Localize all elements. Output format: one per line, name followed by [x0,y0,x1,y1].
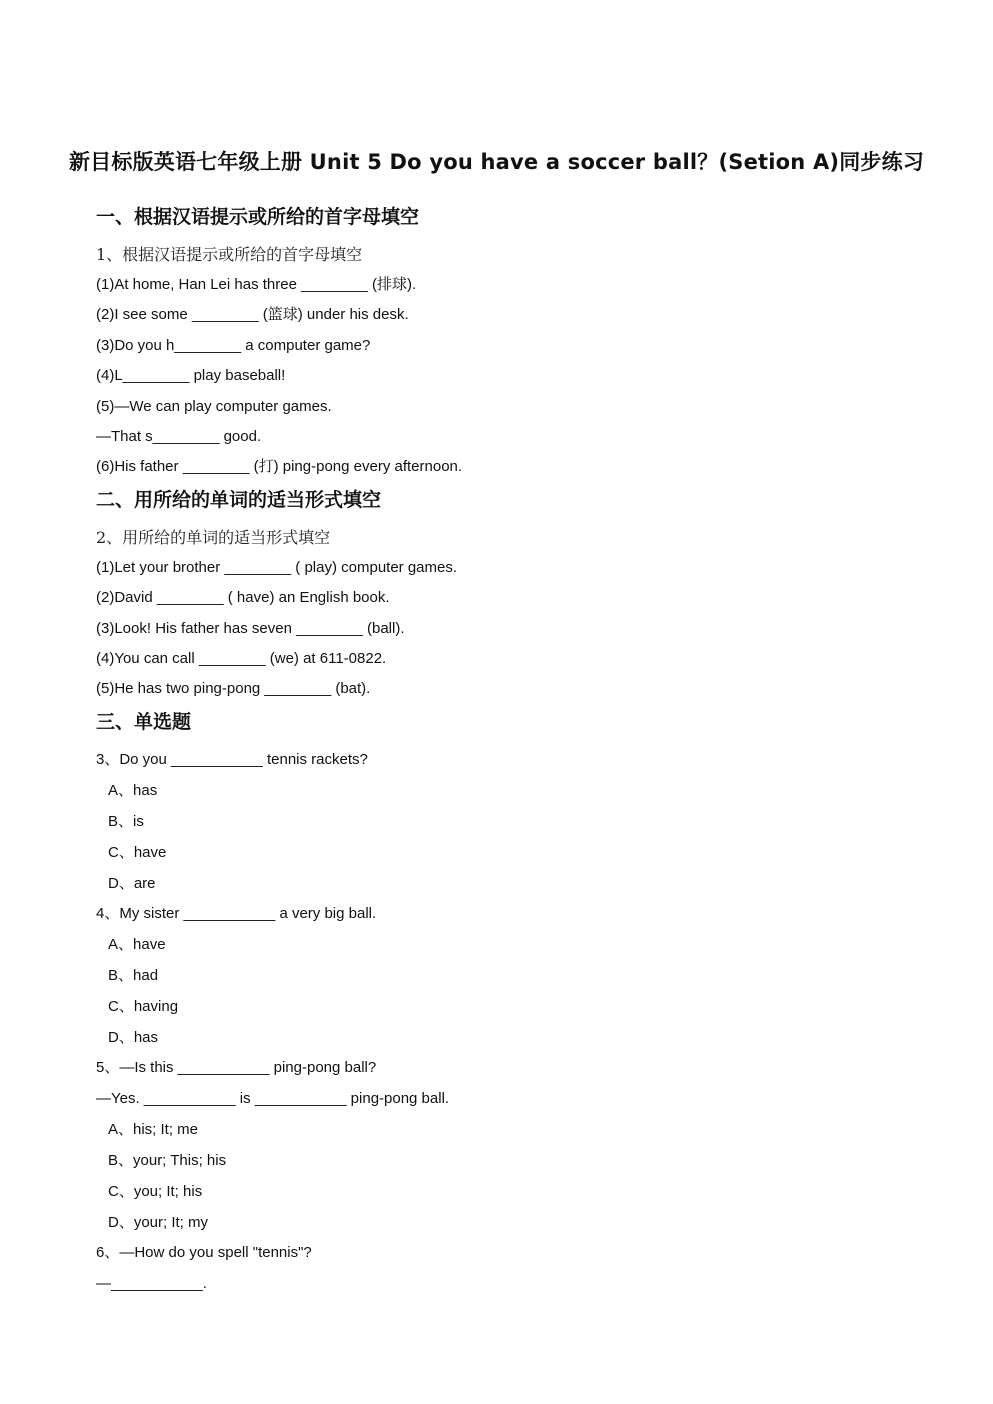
question-5-option-a[interactable]: A、his; It; me [108,1121,199,1139]
question-4-option-b[interactable]: B、had [108,967,159,985]
question-1-item-2: (2)I see some ________ (篮球) under his desk. [96,306,409,324]
question-2-item-2: (2)David ________ ( have) an English book. [96,589,390,607]
question-1-item-3: (3)Do you h________ a computer game? [96,336,371,354]
document-body [96,200,916,1299]
question-2-item-3: (3)Look! His father has seven ________ (ball). [96,619,405,637]
question-4-option-d[interactable]: D、has [108,1029,159,1047]
question-5-option-c[interactable]: C、you; It; his [108,1183,203,1201]
question-5-stem: 5、—Is this ___________ ping-pong ball? [96,1059,377,1077]
question-4-option-a[interactable]: A、have [108,936,166,954]
question-6-stem: 6、—How do you spell "tennis"? [96,1244,312,1262]
question-1-item-5-reply: —That s________ good. [96,427,262,445]
question-4-stem: 4、My sister ___________ a very big ball. [96,905,377,923]
question-1-stem: 1、根据汉语提示或所给的首字母填空 [96,245,363,264]
question-5-option-d[interactable]: D、your; It; my [108,1214,209,1232]
document-title: 新目标版英语七年级上册 Unit 5 Do you have a soccer ball？(Setion A)同步练习 [68,150,925,174]
question-6-stem-reply: —___________. [96,1274,207,1292]
question-3-option-a[interactable]: A、has [108,782,158,800]
question-2-item-1: (1)Let your brother ________ ( play) computer games. [96,558,458,576]
question-2-item-5: (5)He has two ping-pong ________ (bat). [96,680,371,698]
section-heading-1: 一、根据汉语提示或所给的首字母填空 [96,206,420,228]
question-1-item-6: (6)His father ________ (打) ping-pong every afternoon. [96,458,463,476]
question-2-stem: 2、用所给的单词的适当形式填空 [96,527,331,547]
question-1-item-4: (4)L________ play baseball! [96,367,286,385]
section-heading-3: 三、单选题 [96,710,192,733]
question-3-option-b[interactable]: B、is [108,813,144,831]
question-3-stem: 3、Do you ___________ tennis rackets? [96,750,368,768]
question-3-option-c[interactable]: C、have [108,844,167,862]
section-heading-2: 二、用所给的单词的适当形式填空 [96,488,382,511]
question-5-stem-reply: —Yes. ___________ is ___________ ping-pong ball. [96,1089,450,1107]
question-1-item-5: (5)—We can play computer games. [96,397,332,415]
question-3-option-d[interactable]: D、are [108,875,156,893]
question-5-option-b[interactable]: B、your; This; his [108,1152,227,1170]
question-2-item-4: (4)You can call ________ (we) at 611-0822. [96,649,387,667]
question-1-item-1: (1)At home, Han Lei has three ________ (排球). [96,276,417,293]
question-4-option-c[interactable]: C、having [108,998,179,1016]
